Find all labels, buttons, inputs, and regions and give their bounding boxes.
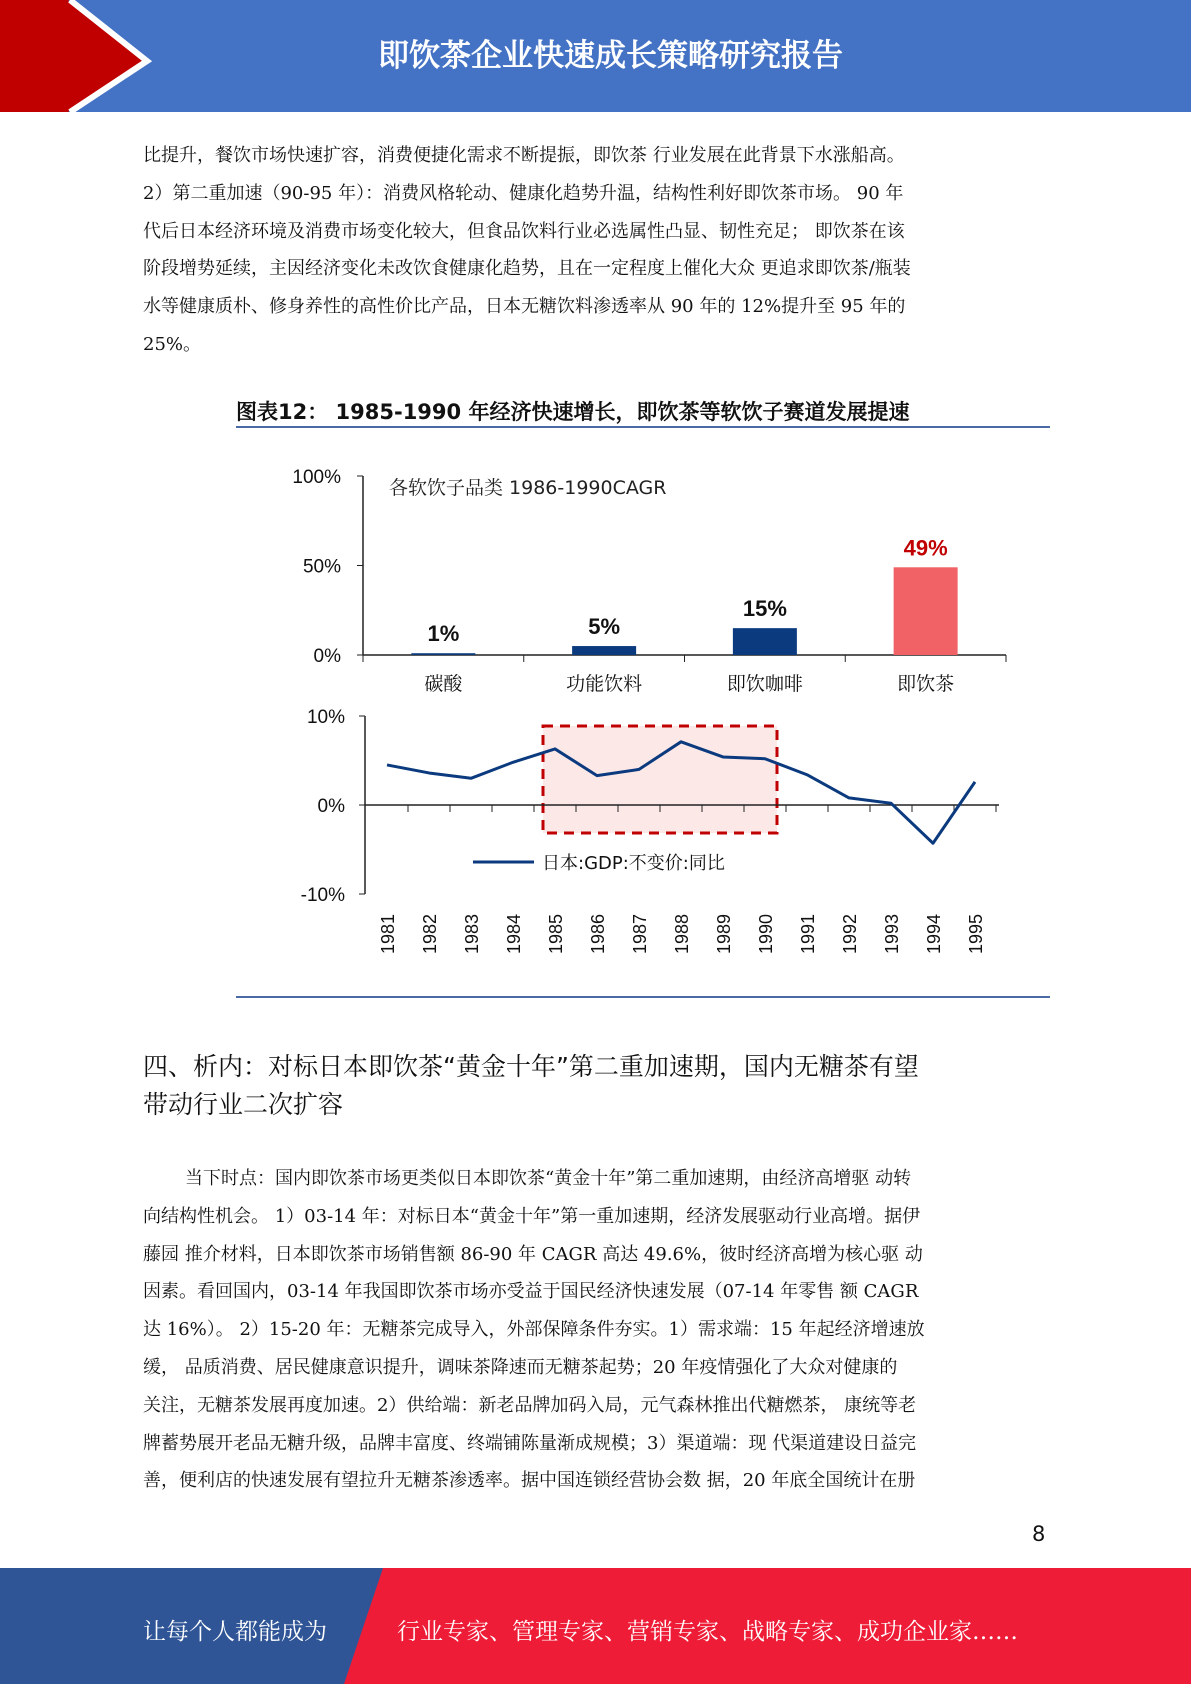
footer-slogan-right: 行业专家、管理专家、营销专家、战略专家、成功企业家…… xyxy=(397,1619,1018,1645)
body-paragraph-2 xyxy=(143,1160,1049,1500)
heading-line: 四、析内：对标日本即饮茶“黄金十年”第二重加速期，国内无糖茶有望 xyxy=(143,1052,919,1081)
legend-label: 日本:GDP:不变价:同比 xyxy=(542,853,725,874)
text-line: 代后日本经济环境及消费市场变化较大，但食品饮料行业必选属性凸显、韧性充足； 即饮茶在该 xyxy=(143,220,905,242)
y-tick-label: 100% xyxy=(292,467,341,488)
x-tick-label: 1983 xyxy=(462,913,482,955)
x-tick-label: 1992 xyxy=(840,913,860,955)
bar-chart-title: 各软饮子品类 1986-1990CAGR xyxy=(389,477,667,499)
y-tick-label: -10% xyxy=(300,885,345,906)
bar-chart xyxy=(292,467,1006,695)
category-label: 即饮茶 xyxy=(897,673,955,695)
x-tick-label: 1989 xyxy=(714,913,734,955)
x-tick-label: 1987 xyxy=(630,913,650,955)
line-chart xyxy=(301,707,999,954)
bar-data-label: 49% xyxy=(903,535,948,561)
highlight-box xyxy=(543,726,777,833)
x-tick-label: 1990 xyxy=(756,913,776,955)
text-line: 当下时点：国内即饮茶市场更类似日本即饮茶“黄金十年”第二重加速期，由经济高增驱 动转 xyxy=(185,1168,912,1189)
footer-slogan-left: 让每个人都能成为 xyxy=(143,1619,327,1645)
x-tick-label: 1993 xyxy=(882,913,902,955)
heading-line: 带动行业二次扩容 xyxy=(143,1090,344,1119)
x-tick-label: 1991 xyxy=(798,913,818,955)
y-tick-label: 0% xyxy=(313,646,341,667)
bar xyxy=(411,653,475,655)
x-tick-label: 1984 xyxy=(504,913,524,955)
figure-title: 图表12： 1985-1990 年经济快速增长，即饮茶等软饮子赛道发展提速 xyxy=(236,400,910,424)
bar-data-label: 5% xyxy=(588,614,621,640)
category-label: 碳酸 xyxy=(424,673,463,695)
text-line: 向结构性机会。 1）03-14 年：对标日本“黄金十年”第一重加速期，经济发展驱动行业高增。据伊 xyxy=(143,1205,921,1227)
page-number: 8 xyxy=(1032,1522,1046,1546)
text-line: 牌蓄势展开老品无糖升级，品牌丰富度、终端铺陈量渐成规模；3）渠道端：现 代渠道建设日益完 xyxy=(143,1432,917,1454)
category-label: 功能饮料 xyxy=(566,673,643,695)
x-tick-label: 1988 xyxy=(672,913,692,955)
x-tick-label: 1986 xyxy=(588,913,608,955)
y-tick-label: 0% xyxy=(317,796,345,817)
page-footer xyxy=(0,1568,1191,1684)
section-heading xyxy=(143,1048,1063,1124)
text-line: 水等健康质朴、修身养性的高性价比产品，日本无糖饮料渗透率从 90 年的 12%提升至 95 年的 xyxy=(143,296,906,318)
text-line: 达 16%）。 2）15-20 年：无糖茶完成导入，外部保障条件夯实。1）需求端：15 年起经济增速放 xyxy=(143,1319,925,1341)
x-tick-label: 1985 xyxy=(546,913,566,955)
text-line: 因素。看回国内，03-14 年我国即饮茶市场亦受益于国民经济快速发展（07-14 年零售 额 CAGR xyxy=(143,1281,919,1303)
bar xyxy=(894,567,958,655)
text-line: 藤园 推介材料，日本即饮茶市场销售额 86-90 年 CAGR 高达 49.6%，彼时经济高增为核心驱 动 xyxy=(143,1243,923,1265)
x-tick-label: 1981 xyxy=(378,913,398,955)
y-tick-label: 50% xyxy=(302,556,341,578)
bar xyxy=(733,628,797,655)
text-line: 25%。 xyxy=(143,333,202,355)
x-tick-label: 1982 xyxy=(420,913,440,955)
x-tick-label: 1994 xyxy=(924,913,944,955)
bar xyxy=(572,646,636,655)
bar-data-label: 1% xyxy=(427,621,460,647)
text-line: 阶段增势延续，主因经济变化未改饮食健康化趋势，且在一定程度上催化大众 更追求即饮茶/瓶装 xyxy=(143,258,911,280)
category-label: 即饮咖啡 xyxy=(726,673,803,695)
text-line: 善，便利店的快速发展有望拉升无糖茶渗透率。据中国连锁经营协会数 据，20 年底全国统计在册 xyxy=(143,1470,916,1492)
y-tick-label: 10% xyxy=(306,707,345,728)
text-line: 缓， 品质消费、居民健康意识提升，调味茶降速而无糖茶起势；20 年疫情强化了大众对健康的 xyxy=(143,1356,898,1378)
report-title: 即饮茶企业快速成长策略研究报告 xyxy=(378,38,843,74)
bar-data-label: 15% xyxy=(742,596,787,622)
text-line: 比提升，餐饮市场快速扩容，消费便捷化需求不断提振，即饮茶 行业发展在此背景下水涨船高。 xyxy=(143,145,905,166)
text-line: 关注，无糖茶发展再度加速。2）供给端：新老品牌加码入局，元气森林推出代糖燃茶， 康统等老 xyxy=(143,1394,917,1416)
text-line: 2）第二重加速（90-95 年）：消费风格轮动、健康化趋势升温，结构性利好即饮茶市场。 90 年 xyxy=(143,182,904,204)
x-tick-label: 1995 xyxy=(966,913,986,955)
